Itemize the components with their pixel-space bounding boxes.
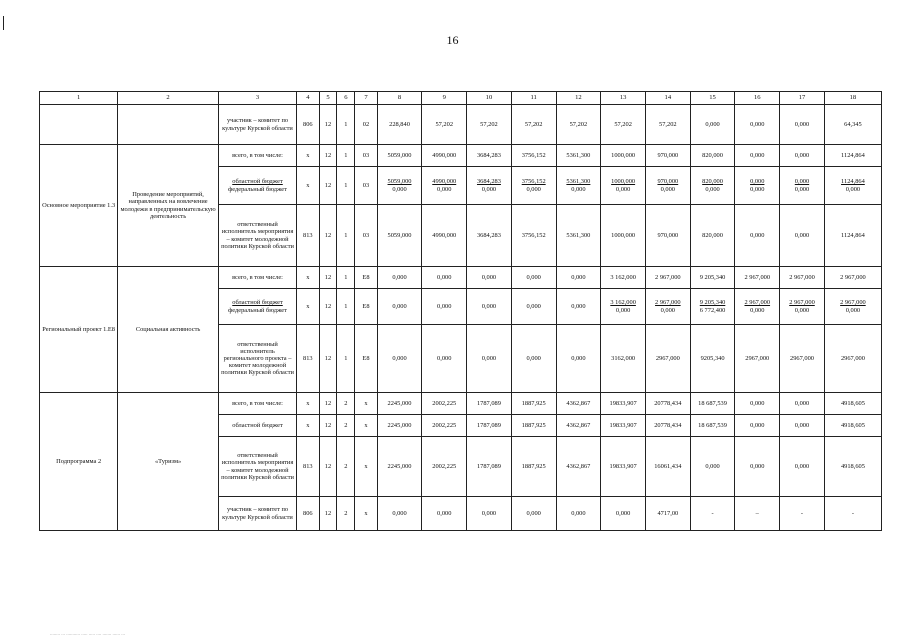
table-cell: 0,000 — [735, 105, 780, 145]
table-cell: 0,000 — [377, 289, 422, 325]
table-cell — [690, 167, 735, 205]
column-header: 2 — [118, 92, 219, 105]
column-header: 3 — [218, 92, 296, 105]
source-cell — [218, 167, 296, 205]
column-header: 4 — [297, 92, 319, 105]
column-header: 1 — [40, 92, 118, 105]
table-cell: x — [297, 393, 319, 415]
table-cell — [556, 167, 601, 205]
cell-line: 0,000 — [794, 307, 810, 314]
cell-line: 0,000 — [660, 186, 676, 193]
column-header: 10 — [467, 92, 512, 105]
table-cell: x — [297, 145, 319, 167]
table-cell: 0,000 — [377, 267, 422, 289]
cell-line: 0,000 — [571, 186, 586, 193]
source-cell: областной бюджет — [218, 415, 296, 437]
table-cell: 57,202 — [467, 105, 512, 145]
table-cell: 0,000 — [780, 205, 825, 267]
column-header: 15 — [690, 92, 735, 105]
table-cell: 0,000 — [780, 415, 825, 437]
table-cell: 0,000 — [422, 325, 467, 393]
group-name-cell: Социальная активность — [118, 267, 219, 393]
column-header: 13 — [601, 92, 646, 105]
table-cell: 12 — [319, 437, 337, 497]
source-cell: всего, в том числе: — [218, 145, 296, 167]
table-cell: 970,000 — [645, 205, 690, 267]
cell-line: 0,000 — [437, 186, 452, 193]
table-cell: – — [735, 497, 780, 531]
table-cell: 64,345 — [824, 105, 881, 145]
table-cell: 1787,089 — [467, 415, 512, 437]
table-cell: x — [355, 393, 377, 415]
table-cell: 1787,089 — [467, 393, 512, 415]
table-cell: 1887,925 — [511, 393, 556, 415]
cell-line: 970,000 — [657, 177, 679, 185]
source-cell — [218, 289, 296, 325]
table-cell: 0,000 — [780, 105, 825, 145]
table-cell: 228,840 — [377, 105, 422, 145]
table-cell: 0,000 — [422, 267, 467, 289]
table-cell: 12 — [319, 325, 337, 393]
table-cell: 2245,000 — [377, 393, 422, 415]
table-row — [40, 393, 882, 415]
table-cell: 0,000 — [735, 437, 780, 497]
table-cell — [601, 289, 646, 325]
table-cell: 0,000 — [422, 289, 467, 325]
table-cell: 20778,434 — [645, 393, 690, 415]
table-cell: 806 — [297, 497, 319, 531]
table-cell: 0,000 — [467, 267, 512, 289]
table-cell: 0,000 — [511, 325, 556, 393]
group-name-cell: «Туризм» — [118, 393, 219, 531]
table-cell: x — [355, 437, 377, 497]
group-label-cell: Региональный проект 1.Е8 — [40, 267, 118, 393]
table-row — [40, 105, 882, 145]
cell-line: 1000,000 — [611, 177, 636, 185]
table-cell: 3 162,000 — [601, 267, 646, 289]
table-cell: 0,000 — [511, 497, 556, 531]
cell-line: 0,000 — [750, 177, 765, 185]
table-cell: 0,000 — [511, 267, 556, 289]
table-cell: 820,000 — [690, 145, 735, 167]
table-cell: 0,000 — [780, 393, 825, 415]
cell-line: 5059,000 — [387, 177, 412, 185]
table-cell: 0,000 — [780, 437, 825, 497]
table-cell: 4918,605 — [824, 437, 881, 497]
table-cell: 0,000 — [735, 205, 780, 267]
table-cell: E8 — [355, 289, 377, 325]
table-cell: 03 — [355, 145, 377, 167]
table-row — [40, 145, 882, 167]
table-cell: 4362,867 — [556, 415, 601, 437]
table-cell: 12 — [319, 205, 337, 267]
table-cell — [735, 167, 780, 205]
table-cell: 2245,000 — [377, 437, 422, 497]
source-cell: всего, в том числе: — [218, 393, 296, 415]
cell-line: 0,000 — [481, 186, 497, 193]
table-cell: 2 — [337, 393, 355, 415]
footer-text: ........ ... ........... ..... ..... .... ....... ...... ... — [50, 632, 125, 637]
cell-line: 0,000 — [794, 177, 810, 185]
table-cell: - — [690, 497, 735, 531]
table-cell: 1887,925 — [511, 437, 556, 497]
cell-line: федеральный бюджет — [228, 307, 287, 314]
table-cell — [824, 167, 881, 205]
table-cell — [645, 289, 690, 325]
table-cell: x — [297, 267, 319, 289]
table-cell: 0,000 — [735, 393, 780, 415]
table-cell: - — [824, 497, 881, 531]
cell-line: 0,000 — [845, 186, 861, 193]
table-cell — [511, 167, 556, 205]
table-cell: 1 — [337, 205, 355, 267]
cell-line: федеральный бюджет — [228, 186, 287, 193]
table-cell: 4717,00 — [645, 497, 690, 531]
column-header: 18 — [824, 92, 881, 105]
table-cell: 813 — [297, 325, 319, 393]
table-cell: 57,202 — [645, 105, 690, 145]
table-cell: 0,000 — [556, 325, 601, 393]
table-cell: 12 — [319, 497, 337, 531]
table-cell: 2 967,000 — [780, 267, 825, 289]
cell-line: 3 162,000 — [610, 298, 636, 306]
cell-line: 0,000 — [705, 186, 720, 193]
table-cell: x — [297, 415, 319, 437]
cell-line: 820,000 — [702, 177, 723, 185]
cell-line: 0,000 — [526, 186, 541, 193]
cell-line: областной бюджет — [232, 298, 283, 306]
table-cell: 0,000 — [467, 289, 512, 325]
cell-line: 0,000 — [750, 186, 765, 193]
table-cell: E8 — [355, 267, 377, 289]
executor-cell: участник – комитет по культуре Курской области — [218, 105, 296, 145]
table-cell: 1787,089 — [467, 437, 512, 497]
table-cell: 2967,000 — [645, 325, 690, 393]
group-label-cell: Основное мероприятие 1.3 — [40, 145, 118, 267]
page-number: 16 — [446, 33, 459, 47]
table-cell: 57,202 — [601, 105, 646, 145]
table-cell: 970,000 — [645, 145, 690, 167]
table-cell: 2 967,000 — [645, 267, 690, 289]
table-cell: 2 — [337, 497, 355, 531]
table-cell: 03 — [355, 167, 377, 205]
table-cell: 813 — [297, 205, 319, 267]
cell-line: 0,000 — [750, 307, 765, 314]
table-cell — [824, 289, 881, 325]
table-cell: 3684,283 — [467, 205, 512, 267]
table-cell: 806 — [297, 105, 319, 145]
table-cell: 4362,867 — [556, 393, 601, 415]
column-header: 14 — [645, 92, 690, 105]
table-cell: 19833,907 — [601, 393, 646, 415]
table-cell: 0,000 — [556, 267, 601, 289]
table-cell: 1124,864 — [824, 205, 881, 267]
table-cell: 4362,867 — [556, 437, 601, 497]
column-header: 6 — [337, 92, 355, 105]
table-cell: 3162,000 — [601, 325, 646, 393]
table-cell: 19833,907 — [601, 415, 646, 437]
cell-line: 0,000 — [392, 186, 407, 193]
table-cell: 0,000 — [467, 325, 512, 393]
table-cell: 0,000 — [422, 497, 467, 531]
column-header: 9 — [422, 92, 467, 105]
table-cell: 4990,000 — [422, 145, 467, 167]
table-cell: 4918,605 — [824, 393, 881, 415]
cell-line: 6 772,400 — [699, 307, 726, 314]
table-cell: 57,202 — [511, 105, 556, 145]
table-cell: 2 — [337, 415, 355, 437]
cell-line: 5361,300 — [566, 177, 591, 185]
table-cell: 820,000 — [690, 205, 735, 267]
table-cell — [690, 289, 735, 325]
cell-line: 0,000 — [660, 307, 676, 314]
table-cell: 2 — [337, 437, 355, 497]
table-cell — [422, 167, 467, 205]
table-cell: 2002,225 — [422, 415, 467, 437]
source-cell: участник – комитет по культуре Курской области — [218, 497, 296, 531]
table-cell: 2245,000 — [377, 415, 422, 437]
table-cell: 1 — [337, 167, 355, 205]
table-cell: x — [297, 167, 319, 205]
table-cell: 2002,225 — [422, 393, 467, 415]
table-cell: 0,000 — [377, 325, 422, 393]
table-cell: 0,000 — [735, 145, 780, 167]
table-cell — [780, 289, 825, 325]
table-cell: 5361,300 — [556, 145, 601, 167]
group-label-cell: Подпрограмма 2 — [40, 393, 118, 531]
cell-line: 0,000 — [615, 186, 631, 193]
table-cell: 0,000 — [735, 415, 780, 437]
table-cell: x — [355, 497, 377, 531]
table-cell: 0,000 — [690, 437, 735, 497]
table-cell: 3756,152 — [511, 205, 556, 267]
table-cell: 57,202 — [556, 105, 601, 145]
table-cell: 12 — [319, 105, 337, 145]
table-cell: 12 — [319, 167, 337, 205]
source-cell: всего, в том числе: — [218, 267, 296, 289]
cell-line: 0,000 — [845, 307, 861, 314]
table-cell: 1 — [337, 145, 355, 167]
table-cell: 5361,300 — [556, 205, 601, 267]
table-cell: x — [355, 415, 377, 437]
source-cell: ответственный исполнитель мероприятия – комитет молодежной политики Курской области — [218, 437, 296, 497]
table-cell: 5059,000 — [377, 205, 422, 267]
table-cell: 12 — [319, 415, 337, 437]
table-cell: 18 687,539 — [690, 393, 735, 415]
table-cell — [601, 167, 646, 205]
table-cell: 1000,000 — [601, 145, 646, 167]
table-cell: 9 205,340 — [690, 267, 735, 289]
table-cell: 0,000 — [780, 145, 825, 167]
column-header: 8 — [377, 92, 422, 105]
cell-line: 1124,864 — [841, 177, 865, 185]
table-cell — [377, 167, 422, 205]
table-cell: 20778,434 — [645, 415, 690, 437]
table-cell — [780, 167, 825, 205]
table-cell: 2967,000 — [824, 325, 881, 393]
table-cell: 0,000 — [690, 105, 735, 145]
column-header: 16 — [735, 92, 780, 105]
column-header: 17 — [780, 92, 825, 105]
table-cell: 0,000 — [556, 289, 601, 325]
table-cell: 1124,864 — [824, 145, 881, 167]
group-name-cell: Проведение мероприятий, направленных на вовлечение молодежи в предпринимательскую деятельность — [118, 145, 219, 267]
table-cell: 12 — [319, 145, 337, 167]
table-cell: 16061,434 — [645, 437, 690, 497]
cell-line: 3684,283 — [476, 177, 501, 185]
table-cell: 5059,000 — [377, 145, 422, 167]
table-cell: 02 — [355, 105, 377, 145]
cell-line: 0,000 — [794, 186, 810, 193]
empty-cell — [118, 105, 219, 145]
table-cell — [645, 167, 690, 205]
table-cell — [735, 289, 780, 325]
table-cell: 0,000 — [467, 497, 512, 531]
table-cell: 18 687,539 — [690, 415, 735, 437]
table-cell: 0,000 — [511, 289, 556, 325]
table-cell: 12 — [319, 393, 337, 415]
cell-line: 2 967,000 — [840, 298, 866, 306]
table-cell: x — [297, 289, 319, 325]
table-cell: 4918,605 — [824, 415, 881, 437]
budget-table — [39, 91, 882, 531]
table-cell: 4990,000 — [422, 205, 467, 267]
column-header: 7 — [355, 92, 377, 105]
table-cell: 19833,907 — [601, 437, 646, 497]
table-cell: 12 — [319, 267, 337, 289]
column-header: 12 — [556, 92, 601, 105]
table-cell: 0,000 — [601, 497, 646, 531]
column-header: 11 — [511, 92, 556, 105]
table-cell: E8 — [355, 325, 377, 393]
cell-line: 3756,152 — [521, 177, 546, 185]
table-row — [40, 267, 882, 289]
table-cell: 12 — [319, 289, 337, 325]
source-cell: ответственный исполнитель регионального проекта – комитет молодежной политики Курской области — [218, 325, 296, 393]
table-cell: 1 — [337, 105, 355, 145]
cell-line: 2 967,000 — [789, 298, 815, 306]
margin-mark — [3, 16, 4, 30]
table-cell: 3756,152 — [511, 145, 556, 167]
table-cell — [467, 167, 512, 205]
cell-line: 9 205,340 — [699, 298, 726, 306]
cell-line: 2 967,000 — [655, 298, 681, 306]
table-cell: 2002,225 — [422, 437, 467, 497]
column-header: 5 — [319, 92, 337, 105]
empty-cell — [40, 105, 118, 145]
header-row — [40, 92, 882, 105]
table-cell: 1 — [337, 267, 355, 289]
table-cell: 9205,340 — [690, 325, 735, 393]
cell-line: 4990,000 — [432, 177, 457, 185]
table-cell: 3684,283 — [467, 145, 512, 167]
table-cell: 1887,925 — [511, 415, 556, 437]
table-cell: 2967,000 — [780, 325, 825, 393]
cell-line: 2 967,000 — [744, 298, 771, 306]
cell-line: 0,000 — [615, 307, 631, 314]
table-cell: 813 — [297, 437, 319, 497]
table-cell: 03 — [355, 205, 377, 267]
table-cell: - — [780, 497, 825, 531]
table-cell: 2 967,000 — [824, 267, 881, 289]
table-cell: 57,202 — [422, 105, 467, 145]
table-cell: 2967,000 — [735, 325, 780, 393]
table-cell: 1 — [337, 325, 355, 393]
table-cell: 1 — [337, 289, 355, 325]
source-cell: ответственный исполнитель мероприятия – комитет молодежной политики Курской области — [218, 205, 296, 267]
table-cell: 1000,000 — [601, 205, 646, 267]
table-cell: 0,000 — [377, 497, 422, 531]
table-cell: 2 967,000 — [735, 267, 780, 289]
table-cell: 0,000 — [556, 497, 601, 531]
cell-line: областной бюджет — [232, 177, 283, 185]
